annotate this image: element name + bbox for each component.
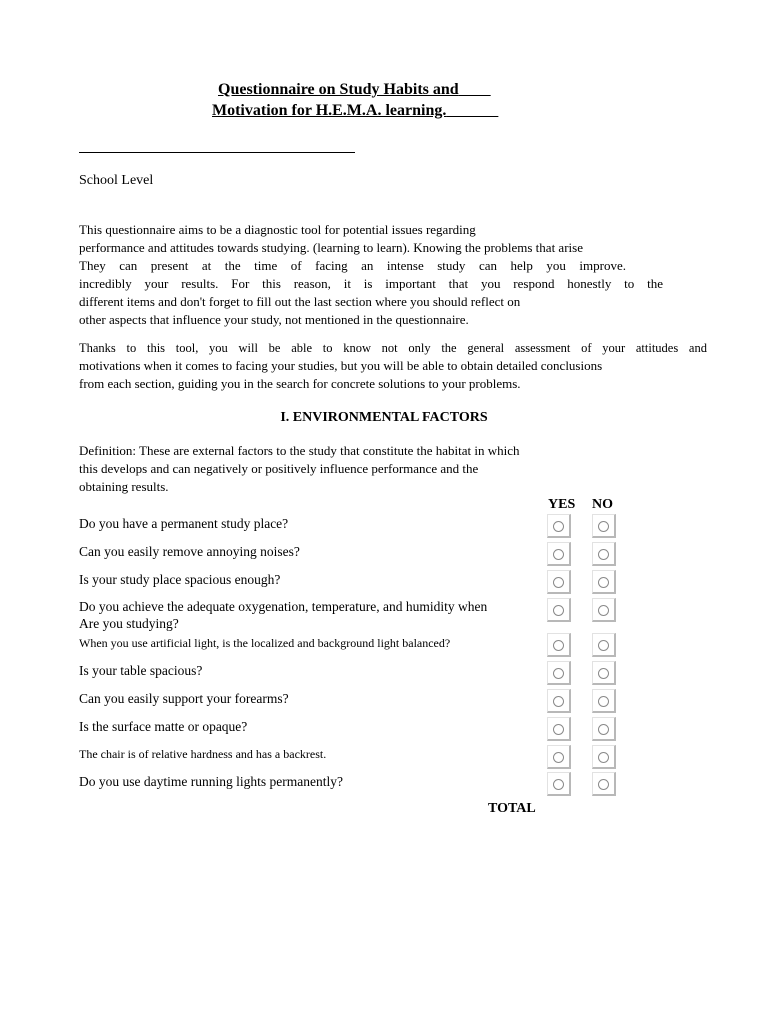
definition-line: Definition: These are external factors to the study that constitute the habitat in which xyxy=(79,443,520,458)
yes-option-q2[interactable] xyxy=(547,542,571,566)
radio-icon xyxy=(598,668,609,679)
yes-option-q7[interactable] xyxy=(547,689,571,713)
thanks-line: motivations when it comes to facing your studies, but you will be able to obtain detailed conclusions xyxy=(79,358,603,373)
intro-line: different items and don't forget to fill out the last section where you should reflect on xyxy=(79,294,521,309)
no-option-q5[interactable] xyxy=(592,633,616,657)
radio-icon xyxy=(598,521,609,532)
question-5: When you use artificial light, is the localized and background light balanced? xyxy=(79,636,451,650)
radio-icon xyxy=(553,752,564,763)
question-7: Can you easily support your forearms? xyxy=(79,691,289,706)
definition-paragraph xyxy=(79,442,707,496)
yes-option-q8[interactable] xyxy=(547,717,571,741)
radio-icon xyxy=(553,724,564,735)
name-field-line[interactable] xyxy=(79,152,355,153)
intro-line: other aspects that influence your study, not mentioned in the questionnaire. xyxy=(79,312,469,327)
title-line-1: Questionnaire on Study Habits and xyxy=(218,81,459,98)
intro-line: This questionnaire aims to be a diagnostic tool for potential issues regarding xyxy=(79,222,476,237)
radio-icon xyxy=(598,696,609,707)
radio-icon xyxy=(598,640,609,651)
no-option-q4[interactable] xyxy=(592,598,616,622)
radio-icon xyxy=(553,577,564,588)
yes-option-q5[interactable] xyxy=(547,633,571,657)
no-option-q7[interactable] xyxy=(592,689,616,713)
thanks-paragraph xyxy=(79,339,707,393)
yes-option-q1[interactable] xyxy=(547,514,571,538)
radio-icon xyxy=(598,779,609,790)
intro-line: performance and attitudes towards studying. (learning to learn). Knowing the problems that arise xyxy=(79,240,583,255)
column-header-yes: YES xyxy=(548,497,576,512)
thanks-line: Thanks to this tool, you will be able to know not only the general assessment of your attitudes and xyxy=(79,341,707,355)
radio-icon xyxy=(553,696,564,707)
radio-icon xyxy=(598,577,609,588)
yes-option-q10[interactable] xyxy=(547,772,571,796)
thanks-line: from each section, guiding you in the search for concrete solutions to your problems. xyxy=(79,376,521,391)
definition-line: this develops and can negatively or positively influence performance and the xyxy=(79,461,479,476)
no-option-q3[interactable] xyxy=(592,570,616,594)
section-title: I. ENVIRONMENTAL FACTORS xyxy=(280,410,488,425)
school-level-label: School Level xyxy=(79,173,154,188)
intro-line: incredibly your results. For this reason, it is important that you respond honestly to the xyxy=(79,276,663,291)
radio-icon xyxy=(553,779,564,790)
yes-option-q3[interactable] xyxy=(547,570,571,594)
radio-icon xyxy=(553,668,564,679)
radio-icon xyxy=(598,549,609,560)
radio-icon xyxy=(553,605,564,616)
yes-option-q4[interactable] xyxy=(547,598,571,622)
question-3: Is your study place spacious enough? xyxy=(79,572,281,587)
no-option-q6[interactable] xyxy=(592,661,616,685)
no-option-q9[interactable] xyxy=(592,745,616,769)
question-4 xyxy=(79,598,487,632)
question-9: The chair is of relative hardness and has a backrest. xyxy=(79,747,327,761)
definition-line: obtaining results. xyxy=(79,479,169,494)
no-option-q2[interactable] xyxy=(592,542,616,566)
title-line-2: Motivation for H.E.M.A. learning. xyxy=(212,102,447,119)
yes-option-q9[interactable] xyxy=(547,745,571,769)
yes-option-q6[interactable] xyxy=(547,661,571,685)
question-4-line-2: Are you studying? xyxy=(79,616,179,631)
radio-icon xyxy=(598,752,609,763)
intro-paragraph xyxy=(79,221,663,329)
radio-icon xyxy=(553,640,564,651)
total-label: TOTAL xyxy=(488,801,536,816)
question-1: Do you have a permanent study place? xyxy=(79,516,289,531)
question-2: Can you easily remove annoying noises? xyxy=(79,544,300,559)
question-10: Do you use daytime running lights permanently? xyxy=(79,774,343,789)
radio-icon xyxy=(553,521,564,532)
radio-icon xyxy=(553,549,564,560)
no-option-q1[interactable] xyxy=(592,514,616,538)
radio-icon xyxy=(598,724,609,735)
column-header-no: NO xyxy=(592,497,613,512)
no-option-q8[interactable] xyxy=(592,717,616,741)
question-8: Is the surface matte or opaque? xyxy=(79,719,248,734)
no-option-q10[interactable] xyxy=(592,772,616,796)
radio-icon xyxy=(598,605,609,616)
intro-line: They can present at the time of facing an intense study can help you improve. xyxy=(79,258,626,273)
question-6: Is your table spacious? xyxy=(79,663,203,678)
question-4-line-1: Do you achieve the adequate oxygenation, temperature, and humidity when xyxy=(79,599,488,614)
